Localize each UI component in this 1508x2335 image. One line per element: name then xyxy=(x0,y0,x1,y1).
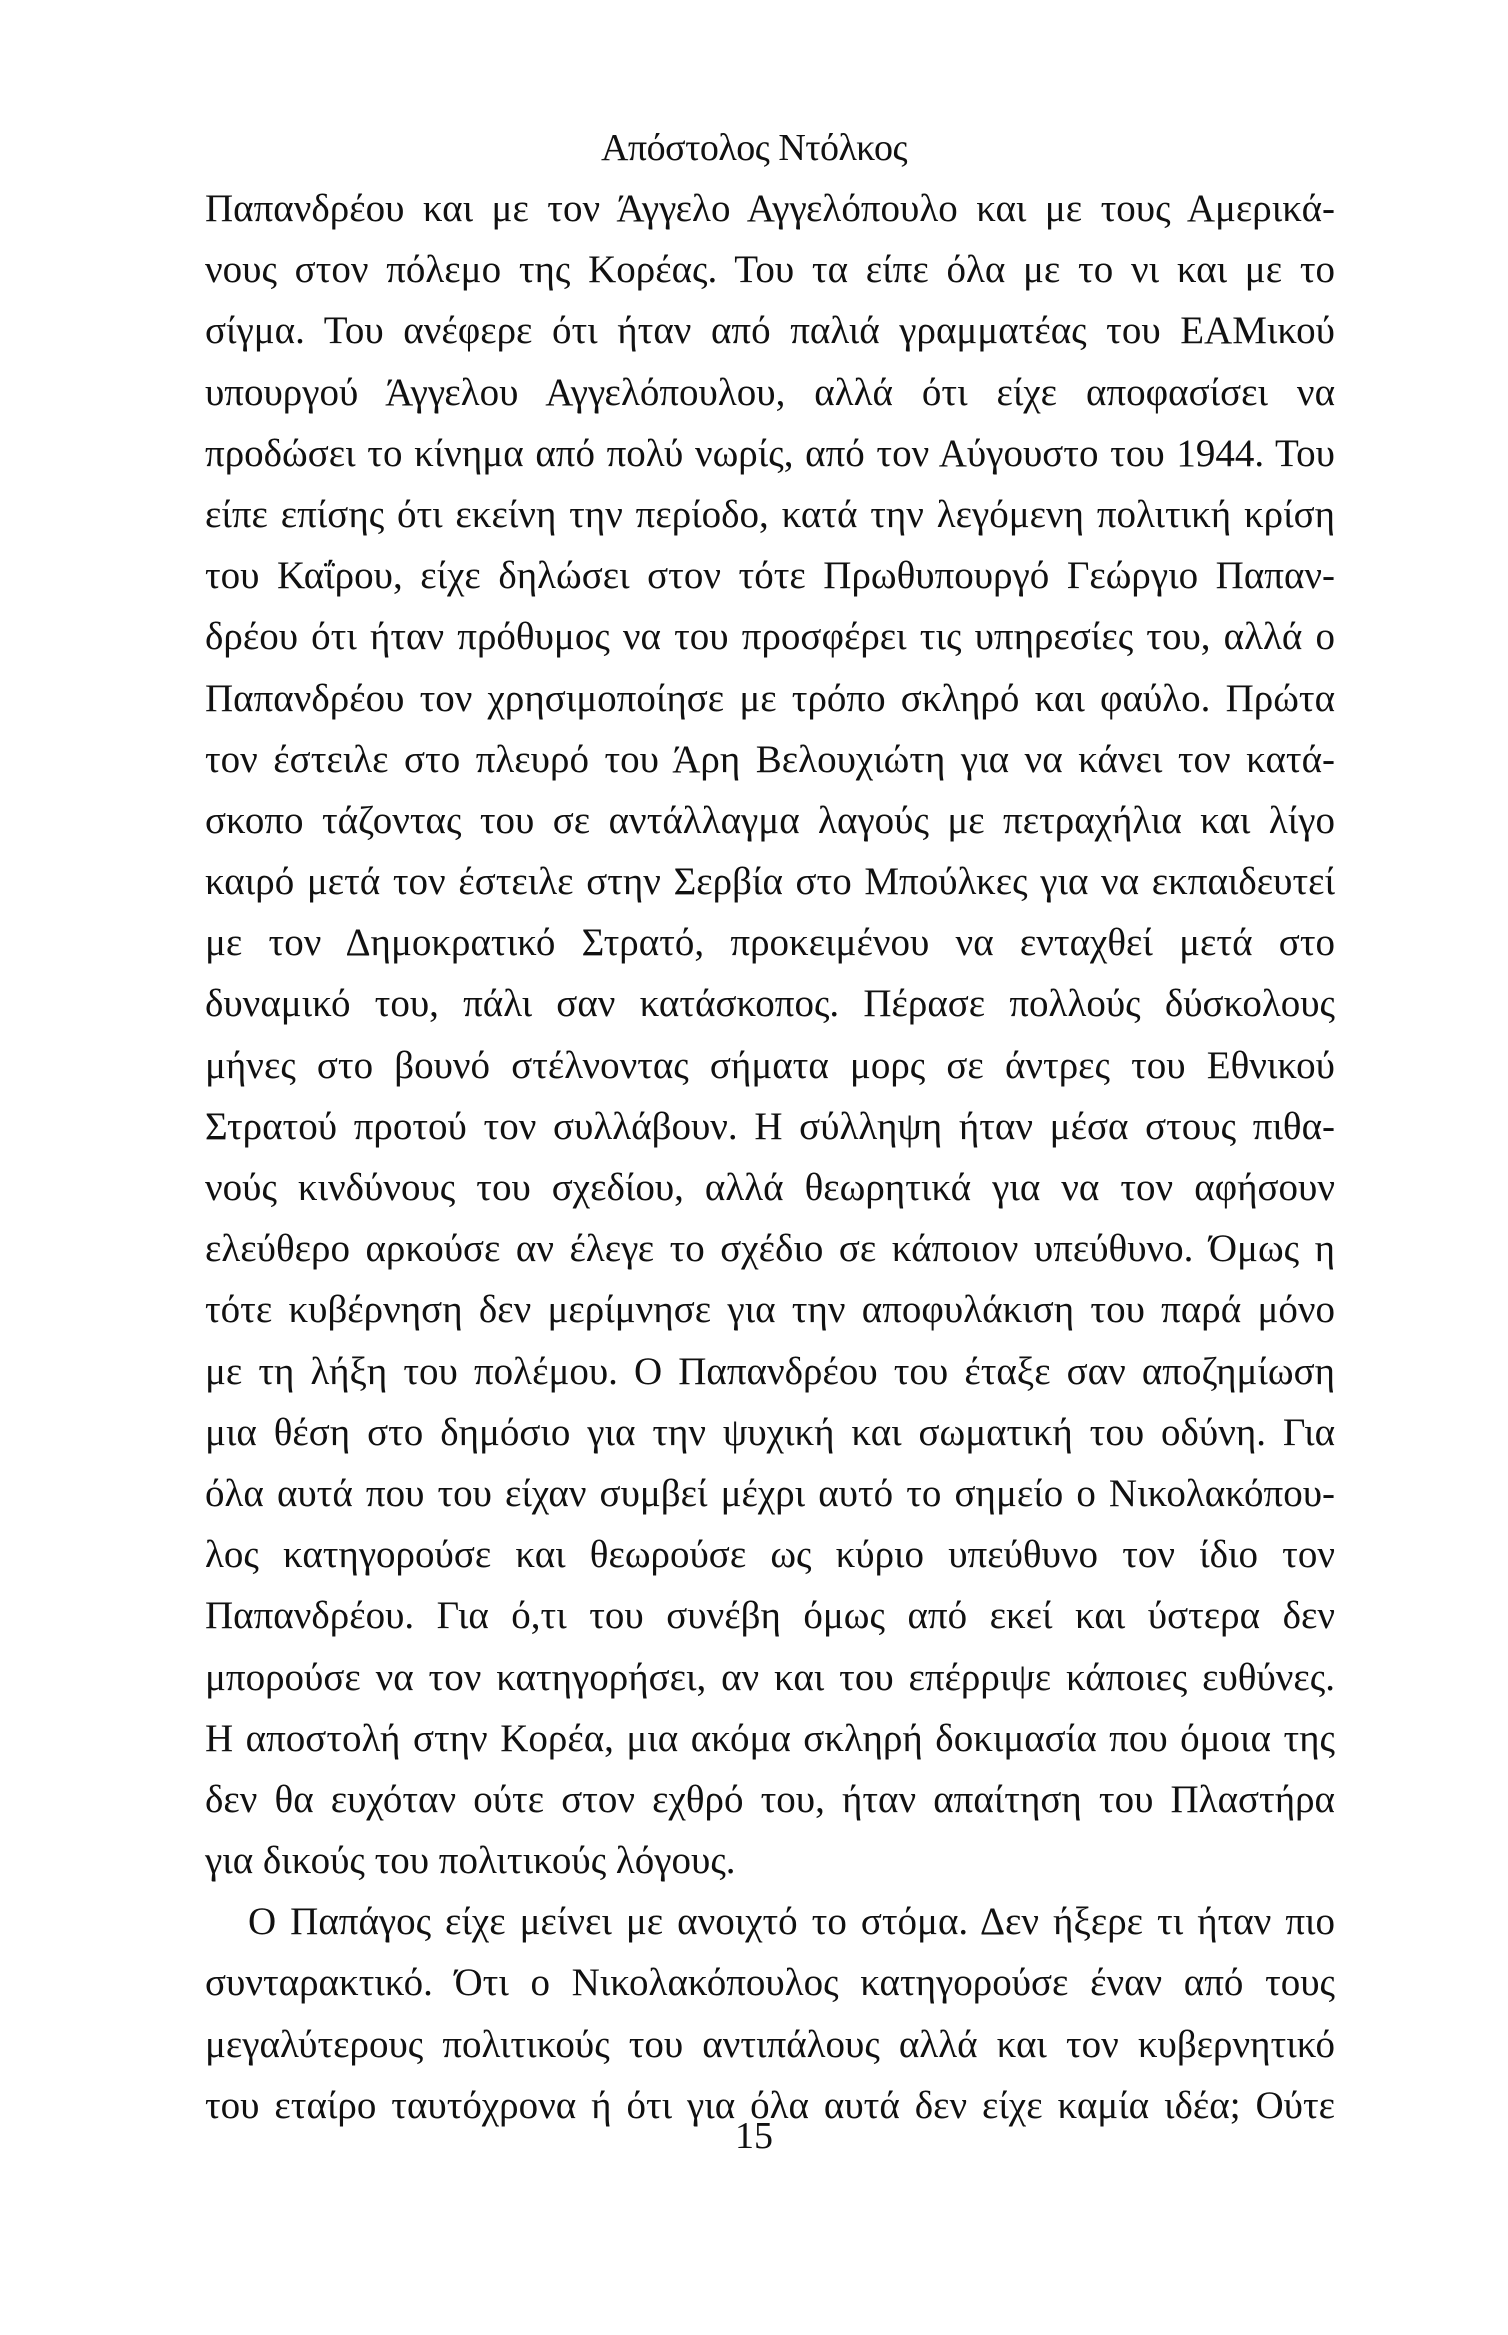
text-line: Παπανδρέου τον χρησιμοποίησε με τρόπο σκληρό και φαύλο. Πρώτα xyxy=(205,676,1335,720)
text-line: καιρό μετά τον έστειλε στην Σερβία στο Μπούλκες για να εκπαιδευτεί xyxy=(205,860,1335,904)
text-line: νους στον πόλεμο της Κορέας. Του τα είπε όλα με το νι και με το xyxy=(205,248,1335,292)
text-line: δεν θα ευχόταν ούτε στον εχθρό του, ήταν απαίτηση του Πλαστήρα xyxy=(205,1777,1335,1821)
text-line: του Καΐρου, είχε δηλώσει στον τότε Πρωθυπουργό Γεώργιο Παπαν- xyxy=(205,554,1335,598)
text-line: σίγμα. Του ανέφερε ότι ήταν από παλιά γραμματέας του ΕΑΜικού xyxy=(205,309,1335,353)
paragraph xyxy=(205,1891,1335,2136)
text-line: νούς κινδύνους του σχεδίου, αλλά θεωρητικά για να τον αφήσουν xyxy=(205,1166,1335,1209)
running-head-author: Απόστολος Ντόλκος xyxy=(600,127,908,169)
text-line: σκοπο τάζοντας του σε αντάλλαγμα λαγούς με πετραχήλια και λίγο xyxy=(205,798,1335,842)
text-line: τότε κυβέρνηση δεν μερίμνησε για την αποφυλάκιση του παρά μόνο xyxy=(205,1288,1335,1332)
text-line: δρέου ότι ήταν πρόθυμος να του προσφέρει τις υπηρεσίες του, αλλά ο xyxy=(205,615,1335,659)
text-line: υπουργού Άγγελου Αγγελόπουλου, αλλά ότι είχε αποφασίσει να xyxy=(205,370,1335,414)
text-line: με τον Δημοκρατικό Στρατό, προκειμένου να ενταχθεί μετά στο xyxy=(205,921,1335,965)
text-line: μια θέση στο δημόσιο για την ψυχική και σωματική του οδύνη. Για xyxy=(205,1410,1335,1454)
text-line: τον έστειλε στο πλευρό του Άρη Βελουχιώτη για να κάνει τον κατά- xyxy=(205,737,1335,781)
text-line: για δικούς του πολιτικούς λόγους. xyxy=(205,1839,736,1883)
text-line: Παπανδρέου και με τον Άγγελο Αγγελόπουλο και με τους Αμερικά- xyxy=(205,187,1335,230)
text-line: συνταρακτικό. Ότι ο Νικολακόπουλος κατηγορούσε έναν από τους xyxy=(205,1961,1335,2005)
text-line: όλα αυτά που του είχαν συμβεί μέχρι αυτό το σημείο ο Νικολακόπου- xyxy=(205,1471,1335,1515)
page-number: 15 xyxy=(735,2115,773,2157)
text-line: μεγαλύτερους πολιτικούς του αντιπάλους αλλά και τον κυβερνητικό xyxy=(205,2022,1335,2066)
text-line: Παπανδρέου. Για ό,τι του συνέβη όμως από εκεί και ύστερα δεν xyxy=(205,1594,1335,1638)
text-line: του εταίρο ταυτόχρονα ή ότι για όλα αυτά δεν είχε καμία ιδέα; Ούτε xyxy=(205,2083,1335,2127)
text-line: είπε επίσης ότι εκείνη την περίοδο, κατά την λεγόμενη πολιτική κρίση xyxy=(205,492,1335,536)
text-line: δυναμικό του, πάλι σαν κατάσκοπος. Πέρασε πολλούς δύσκολους xyxy=(205,982,1335,1026)
text-line: προδώσει το κίνημα από πολύ νωρίς, από τον Αύγουστο του 1944. Του xyxy=(205,431,1335,475)
text-line: μήνες στο βουνό στέλνοντας σήματα μορς σε άντρες του Εθνικού xyxy=(205,1043,1335,1087)
text-line: Ο Παπάγος είχε μείνει με ανοιχτό το στόμα. Δεν ήξερε τι ήταν πιο xyxy=(248,1900,1335,1944)
text-line: με τη λήξη του πολέμου. Ο Παπανδρέου του έταξε σαν αποζημίωση xyxy=(205,1349,1335,1393)
text-line: λος κατηγορούσε και θεωρούσε ως κύριο υπεύθυνο τον ίδιο τον xyxy=(205,1533,1335,1577)
text-line: ελεύθερο αρκούσε αν έλεγε το σχέδιο σε κάποιον υπεύθυνο. Όμως η xyxy=(205,1227,1335,1271)
text-line: Η αποστολή στην Κορέα, μια ακόμα σκληρή δοκιμασία που όμοια της xyxy=(205,1716,1335,1760)
text-line: Στρατού προτού τον συλλάβουν. Η σύλληψη ήταν μέσα στους πιθα- xyxy=(205,1104,1335,1148)
paragraph xyxy=(205,178,1335,1891)
body-text xyxy=(205,178,1335,2136)
text-line: μπορούσε να τον κατηγορήσει, αν και του επέρριψε κάποιες ευθύνες. xyxy=(205,1655,1335,1699)
